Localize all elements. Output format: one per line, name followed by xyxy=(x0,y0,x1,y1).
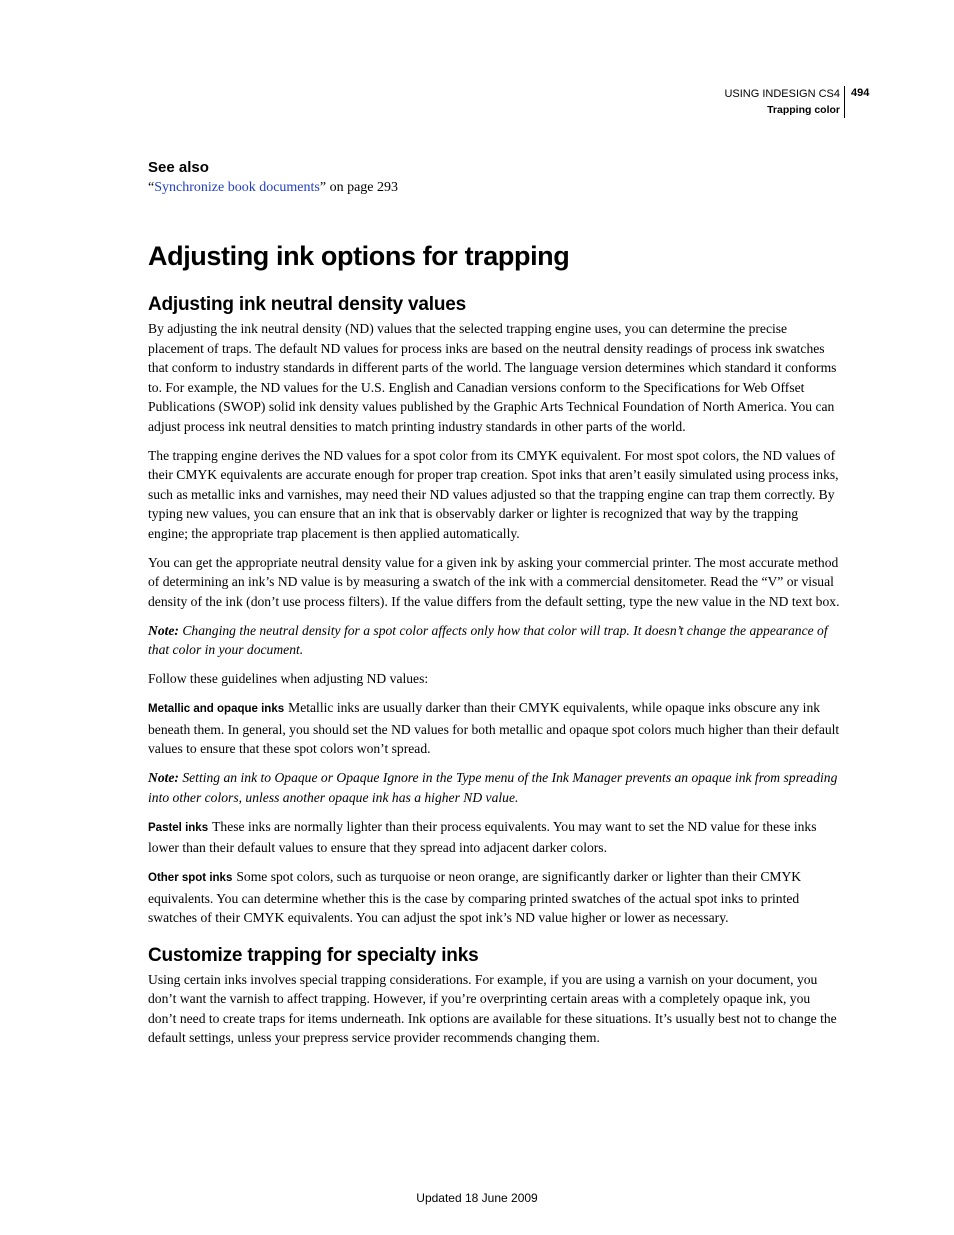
section-heading-specialty-inks: Customize trapping for specialty inks xyxy=(148,944,479,966)
guideline-other-spot xyxy=(148,867,840,928)
header-divider xyxy=(844,86,845,118)
guideline-text: Metallic inks are usually darker than their CMYK equivalents, while opaque inks obscure any ink beneath them. In general, you should set the ND values for both metallic and opaque spot colors much higher than their default values to ensure that these spot colors won’t spread. xyxy=(148,700,840,756)
chapter-title: Trapping color xyxy=(767,104,840,116)
guideline-text: These inks are normally lighter than their process equivalents. You may want to set the ND value for these inks lower than their default values to ensure that they spread into adjacent darker colors. xyxy=(148,818,817,855)
document-title: USING INDESIGN CS4 xyxy=(724,88,840,100)
paragraph-specialty-inks: Using certain inks involves special trapping considerations. For example, if you are using a varnish on your document, you don’t want the varnish to affect trapping. However, if you’re overprinting certain areas with a completely opaque ink, you don’t need to create traps for items underneath. Ink options are available for these situations. It’s usually best not to change the default settings, unless your prepress service provider recommends changing them. xyxy=(148,971,837,1045)
page-reference: ” on page 293 xyxy=(319,180,399,195)
guideline-metallic-opaque xyxy=(148,698,840,759)
guideline-pastel xyxy=(148,817,840,858)
page-footer: Updated 18 June 2009 xyxy=(416,1191,538,1205)
page-number: 494 xyxy=(851,87,870,99)
note-neutral-density xyxy=(148,621,840,660)
run-in-heading-other-spot: Other spot inks xyxy=(148,872,233,884)
run-in-heading-metallic: Metallic and opaque inks xyxy=(148,703,285,715)
synchronize-book-documents-link[interactable]: Synchronize book documents xyxy=(154,180,320,195)
open-quote: “ xyxy=(148,180,155,195)
paragraph-nd-intro: By adjusting the ink neutral density (ND) values that the selected trapping engine uses, you can determine the precise placement of traps. The default ND values for process inks are based on the neutral density readings of process ink swatches that conform to industry standards in different parts of the world. The language version determines which standard it conforms to. For example, the ND values for the U.S. English and Canadian versions conform to the Specifications for Web Offset Publications (SWOP) solid ink density values published by the Graphic Arts Technical Foundation of North America. You can adjust process ink neutral densities to match printing industry standards in other parts of the world. xyxy=(148,321,837,434)
guideline-text: Some spot colors, such as turquoise or neon orange, are significantly darker or lighter than their CMYK equivalents. You can determine whether this is the case by comparing printed swatches of the actual spot inks to printed swatches of their CMYK equivalents. You can adjust the spot ink’s ND value higher or lower as necessary. xyxy=(148,869,802,925)
main-heading: Adjusting ink options for trapping xyxy=(148,241,570,271)
see-also-heading: See also xyxy=(148,159,209,176)
note-label: Note: xyxy=(148,622,179,638)
running-header xyxy=(600,86,840,118)
note-label: Note: xyxy=(148,770,179,785)
note-text: Changing the neutral density for a spot color affects only how that color will trap. It doesn’t change the appearance of that color in your document. xyxy=(148,622,828,657)
see-also-reference xyxy=(148,178,840,198)
section-heading-nd-values: Adjusting ink neutral density values xyxy=(148,294,466,315)
paragraph-densitometer: You can get the appropriate neutral density value for a given ink by asking your commercial printer. The most accurate method of determining an ink’s ND value is by measuring a swatch of the ink with a commercial densitometer. Read the “V” or visual density of the ink (don’t use process filters). If the value differs from the default setting, type the new value in the ND text box. xyxy=(148,554,840,609)
run-in-heading-pastel: Pastel inks xyxy=(148,821,209,834)
paragraph-spot-color-nd: The trapping engine derives the ND values for a spot color from its CMYK equivalent. For most spot colors, the ND values of their CMYK equivalents are accurate enough for proper trap creation. Spot inks that aren’t easily simulated using process inks, such as metallic inks and varnishes, may need their ND values adjusted so that the trapping engine can trap them correctly. By typing new values, you can ensure that an ink that is observably darker or lighter is recognized that way by the trapping engine; the appropriate trap placement is then applied automatically. xyxy=(148,447,839,541)
paragraph-guidelines-intro: Follow these guidelines when adjusting ND values: xyxy=(148,671,429,686)
note-opaque-ink xyxy=(148,768,840,807)
page-body xyxy=(148,158,840,1057)
note-text: Setting an ink to Opaque or Opaque Ignore in the Type menu of the Ink Manager prevents an opaque ink from spreading into other colors, unless another opaque ink has a higher ND value. xyxy=(148,770,838,805)
